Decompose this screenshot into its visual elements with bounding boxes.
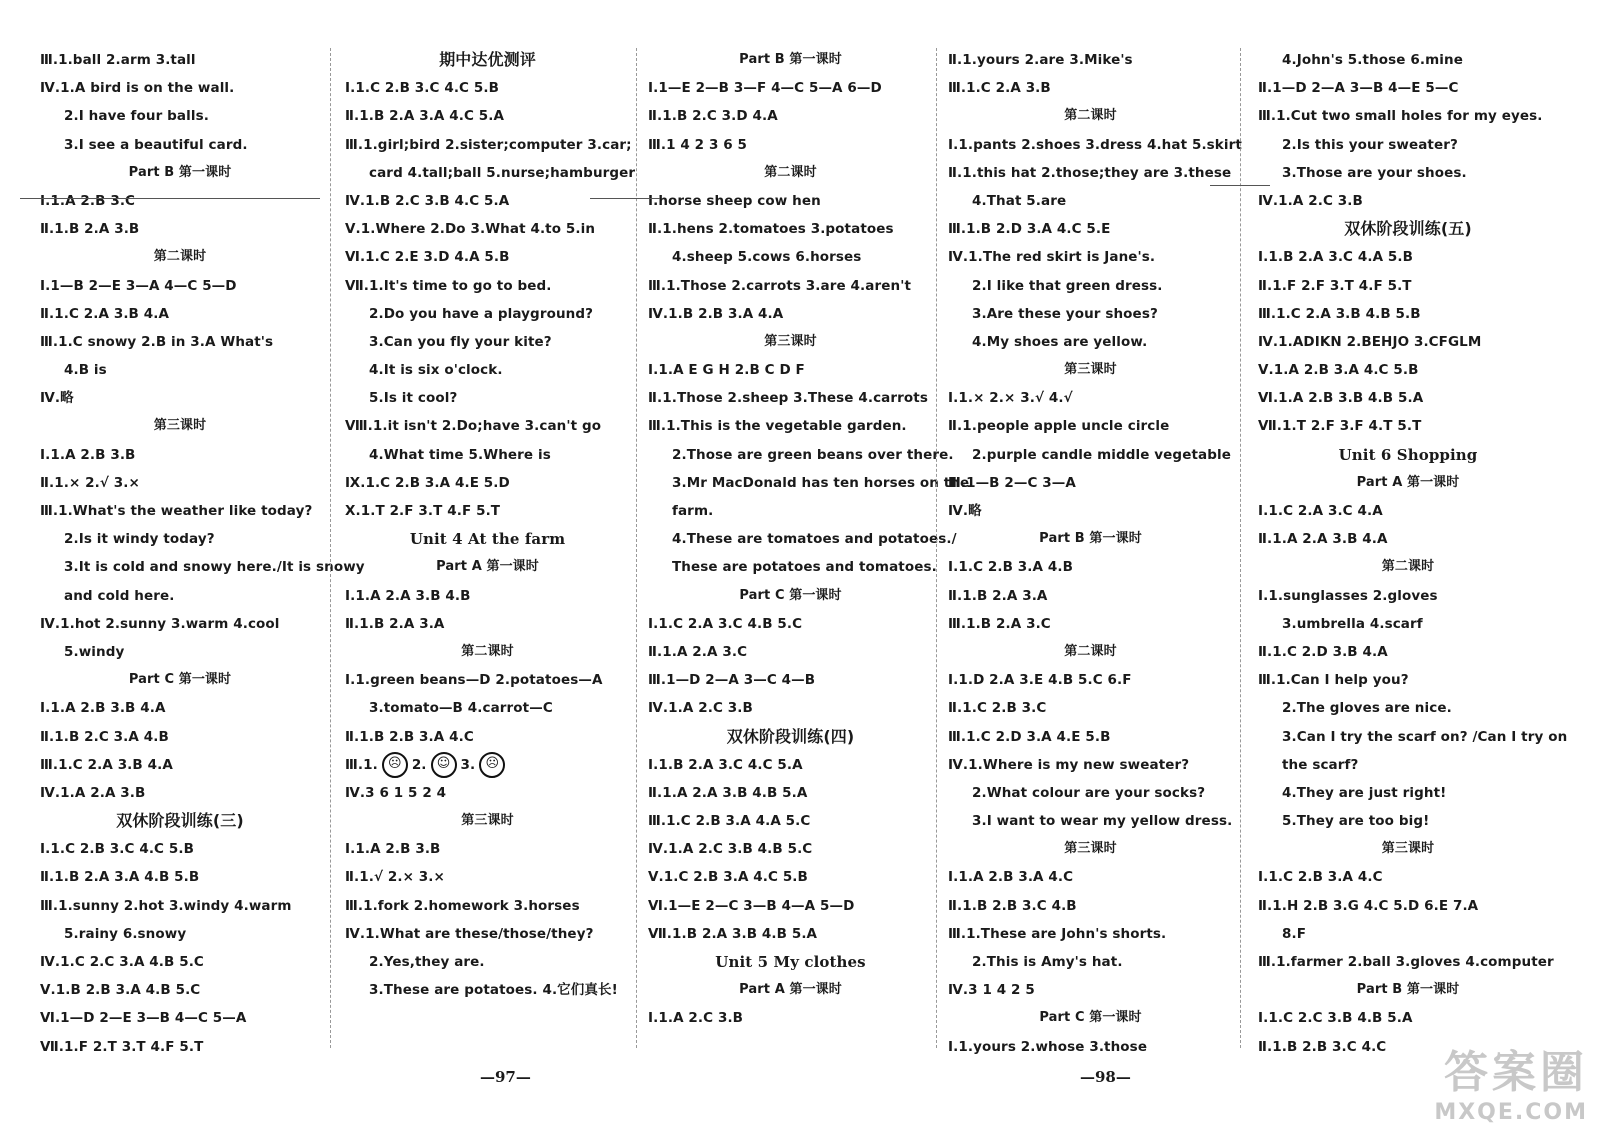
section-heading: Part C 第一课时 — [739, 587, 842, 603]
section-heading: Part B 第一课时 — [128, 164, 232, 180]
section-heading: 第三课时 — [461, 813, 514, 829]
answer-line: Ⅵ.1—D 2—E 3—B 4—C 5—A — [40, 1010, 247, 1027]
answer-line: Ⅱ.1.A 2.A 3.B 4.A — [1258, 531, 1388, 548]
answer-line: Ⅲ.1.sunny 2.hot 3.windy 4.warm — [40, 897, 292, 914]
answer-line: Ⅳ.3 6 1 5 2 4 — [345, 784, 447, 801]
answer-line: Ⅰ.1.A 2.B 3.A 4.C — [948, 869, 1074, 886]
answer-line: Ⅶ.1.T 2.F 3.F 4.T 5.T — [1258, 418, 1422, 435]
answer-line: Ⅰ.1.C 2.B 3.C 4.C 5.B — [40, 841, 194, 858]
section-heading: Part A 第一课时 — [739, 982, 842, 998]
answer-line: Ⅱ.1.B 2.B 3.C 4.C — [1258, 1038, 1387, 1055]
answer-line: 4.sheep 5.cows 6.horses — [672, 249, 862, 266]
answer-label: Ⅲ.1. — [345, 756, 378, 773]
answer-line: Ⅱ.1.B 2.A 3.A 4.B 5.B — [40, 869, 200, 886]
answer-line: Ⅱ.1.B 2.A 3.A — [948, 587, 1048, 604]
answer-line: 4.It is six o'clock. — [369, 362, 503, 379]
answer-line: Ⅰ.1.C 2.B 3.A 4.C — [1258, 869, 1383, 886]
answer-line — [345, 751, 630, 779]
answer-line: Ⅲ.1.C 2.A 3.B — [948, 80, 1051, 97]
fold-line — [1210, 185, 1270, 186]
answer-line: Ⅲ.1.Those 2.carrots 3.are 4.aren't — [648, 277, 911, 294]
answer-line: Ⅰ.1.× 2.× 3.√ 4.√ — [948, 390, 1073, 407]
answer-line: 2.Is it windy today? — [64, 531, 215, 548]
answer-line: Ⅷ.1.it isn't 2.Do;have 3.can't go — [345, 418, 602, 435]
answer-line: Ⅱ.1.this hat 2.those;they are 3.these — [948, 164, 1232, 181]
answer-line: Ⅰ.1.A 2.C 3.B — [648, 1010, 744, 1027]
answer-line: Ⅱ.1.C 2.B 3.C — [948, 700, 1047, 717]
section-heading: 第三课时 — [1064, 841, 1117, 857]
section-heading: 第三课时 — [153, 418, 207, 434]
answer-line: 3.umbrella 4.scarf — [1282, 615, 1423, 632]
answer-line: These are potatoes and tomatoes. — [672, 559, 937, 576]
answer-line: Ⅰ.1.A 2.B 3.C — [40, 192, 136, 209]
column-divider — [936, 48, 937, 1048]
column-divider — [330, 48, 331, 1048]
answer-line: 5.windy — [64, 643, 125, 660]
answer-line: Ⅳ.1.C 2.C 3.A 4.B 5.C — [40, 954, 204, 970]
section-heading: Part A 第一课时 — [1356, 474, 1460, 490]
sad-face-icon: ☹ — [382, 752, 408, 778]
answer-line: Ⅳ.1.A 2.C 3.B 4.B 5.C — [648, 841, 813, 858]
section-heading: Unit 5 My clothes — [715, 953, 866, 971]
answer-line: Ⅱ.1.Those 2.sheep 3.These 4.carrots — [648, 390, 928, 407]
answer-line: 2.Do you have a playground? — [369, 305, 594, 322]
section-heading: Part C 第一课时 — [1039, 1010, 1142, 1026]
answer-line: Ⅲ.1.These are John's shorts. — [948, 925, 1167, 942]
answer-line: Ⅲ.1.C 2.D 3.A 4.E 5.B — [948, 728, 1111, 745]
answer-line: Ⅹ.1.T 2.F 3.T 4.F 5.T — [345, 503, 501, 519]
answer-line: 3.These are potatoes. 4.它们真长! — [369, 982, 618, 999]
answer-line: Ⅰ.1.A 2.B 3.B — [345, 841, 441, 858]
answer-line: Ⅱ.1.F 2.F 3.T 4.F 5.T — [1258, 277, 1412, 294]
answer-line: Ⅵ.1.C 2.E 3.D 4.A 5.B — [345, 249, 510, 266]
answer-line: card 4.tall;ball 5.nurse;hamburger — [369, 164, 636, 181]
answer-line: Ⅸ.1.C 2.B 3.A 4.E 5.D — [345, 474, 510, 491]
answer-line: 5.Is it cool? — [369, 390, 458, 407]
page-number-left: —97— — [480, 1068, 531, 1086]
answer-line: Ⅱ.1.B 2.B 3.A 4.C — [345, 728, 474, 745]
answer-line: Ⅴ.1.Where 2.Do 3.What 4.to 5.in — [345, 221, 596, 238]
answer-line: Ⅲ.1.girl;bird 2.sister;computer 3.car; — [345, 136, 632, 153]
answer-line: Ⅶ.1.B 2.A 3.B 4.B 5.A — [648, 925, 818, 942]
answer-line: Ⅳ.1.B 2.C 3.B 4.C 5.A — [345, 192, 510, 209]
answer-line: Ⅰ.1.B 2.A 3.C 4.C 5.A — [648, 756, 803, 773]
face-number: 2. — [411, 756, 427, 773]
answer-line: 2.This is Amy's hat. — [972, 954, 1123, 970]
answer-line: 3.tomato—B 4.carrot—C — [369, 700, 553, 717]
answer-line: Ⅱ.1.A 2.A 3.B 4.B 5.A — [648, 784, 808, 801]
section-heading: 第二课时 — [764, 164, 817, 180]
answer-line: Ⅰ.1.pants 2.shoes 3.dress 4.hat 5.skirt — [948, 136, 1242, 153]
answer-line: Ⅰ.1.green beans—D 2.potatoes—A — [345, 672, 603, 689]
answer-line: 4.What time 5.Where is — [369, 446, 551, 463]
answer-line: farm. — [672, 503, 714, 519]
answer-line: Ⅳ.1.A 2.A 3.B — [40, 784, 146, 801]
answer-line: Ⅶ.1.It's time to go to bed. — [345, 277, 552, 294]
answer-line: Ⅳ.略 — [948, 503, 982, 519]
answer-line: Ⅱ.1.B 2.B 3.C 4.B — [948, 897, 1077, 914]
answer-line: Ⅰ.1.C 2.A 3.C 4.B 5.C — [648, 615, 803, 632]
section-heading: 第二课时 — [153, 249, 207, 265]
watermark-title: 答案圈 — [1444, 1047, 1588, 1098]
fold-line — [20, 198, 320, 199]
answer-line: Ⅰ.1.D 2.A 3.E 4.B 5.C 6.F — [948, 672, 1132, 689]
answer-line: Ⅱ.1.× 2.√ 3.× — [40, 474, 140, 491]
answer-line: Ⅲ.1.C 2.A 3.B 4.A — [40, 756, 173, 773]
answer-line: 2.purple candle middle vegetable — [972, 446, 1231, 463]
answer-line: 5.rainy 6.snowy — [64, 925, 187, 942]
answer-line: Ⅲ.1.C snowy 2.B in 3.A What's — [40, 333, 274, 350]
answer-line: Ⅴ.1.C 2.B 3.A 4.C 5.B — [648, 869, 808, 886]
answer-line: Ⅳ.3 1 4 2 5 — [948, 982, 1035, 999]
answer-line: Ⅱ.1.people apple uncle circle — [948, 418, 1170, 435]
section-heading: 第二课时 — [461, 643, 514, 659]
watermark-logo — [1434, 1036, 1588, 1125]
answer-line: 3.Are these your shoes? — [972, 305, 1158, 322]
answer-line: Ⅲ.1 4 2 3 6 5 — [648, 136, 748, 153]
section-heading: Part B 第一课时 — [739, 52, 842, 67]
answer-line: Ⅱ.1.C 2.D 3.B 4.A — [1258, 643, 1388, 660]
answer-line: Ⅲ.1.C 2.B 3.A 4.A 5.C — [648, 813, 811, 830]
section-heading: 期中达优测评 — [439, 50, 536, 69]
section-heading: Part B 第一课时 — [1356, 982, 1460, 998]
section-heading: 双休阶段训练(五) — [1344, 219, 1472, 239]
answer-line: 3.Those are your shoes. — [1282, 164, 1467, 181]
answer-line: Ⅲ.1.farmer 2.ball 3.gloves 4.computer — [1258, 954, 1554, 970]
answer-line: Ⅳ.1.hot 2.sunny 3.warm 4.cool — [40, 615, 280, 632]
answer-line: 3.I see a beautiful card. — [64, 136, 248, 153]
sad-face-icon: ☹ — [479, 752, 505, 778]
answer-line: Ⅲ.1.fork 2.homework 3.horses — [345, 897, 580, 914]
answer-line: 4.My shoes are yellow. — [972, 333, 1148, 350]
answer-line: Ⅰ.1.A 2.A 3.B 4.B — [345, 587, 471, 604]
answer-line: 2.Is this your sweater? — [1282, 136, 1458, 153]
answer-line: 2.Those are green beans over there. — [672, 446, 954, 463]
answer-line: Ⅳ.1.What are these/those/they? — [345, 925, 594, 942]
section-heading: Unit 6 Shopping — [1338, 445, 1478, 464]
answer-line: 2.I like that green dress. — [972, 277, 1163, 294]
answer-line: Ⅰ.1.yours 2.whose 3.those — [948, 1038, 1148, 1055]
answer-line: Ⅰ.1.A E G H 2.B C D F — [648, 362, 805, 379]
answer-line: Ⅲ.1.B 2.D 3.A 4.C 5.E — [948, 221, 1111, 238]
answer-line: Ⅴ.1.A 2.B 3.A 4.C 5.B — [1258, 362, 1419, 379]
answer-line: Ⅳ.1.B 2.B 3.A 4.A — [648, 305, 784, 322]
answer-line: 3.Mr MacDonald has ten horses on the — [672, 474, 970, 491]
page-number-right: —98— — [1080, 1068, 1131, 1086]
answer-line: Ⅰ.1.C 2.B 3.C 4.C 5.B — [345, 80, 499, 97]
answer-line: Ⅳ.略 — [40, 390, 74, 407]
answer-line: Ⅰ.1.C 2.A 3.C 4.A — [1258, 503, 1383, 519]
section-heading: Part C 第一课时 — [128, 672, 232, 688]
answer-line: Ⅰ.1.C 2.B 3.A 4.B — [948, 559, 1073, 576]
answer-line: 4.These are tomatoes and potatoes./ — [672, 531, 957, 548]
section-heading: 第二课时 — [1064, 643, 1117, 659]
answer-line: 2.Yes,they are. — [369, 954, 485, 970]
section-heading: 第三课时 — [1381, 841, 1435, 857]
answer-line: Ⅱ.1.hens 2.tomatoes 3.potatoes — [648, 221, 894, 238]
answer-line: Ⅱ.1.C 2.A 3.B 4.A — [40, 305, 170, 322]
answer-line: Ⅱ.1.√ 2.× 3.× — [345, 869, 445, 886]
answer-line: Ⅱ.1.B 2.C 3.D 4.A — [648, 108, 778, 125]
answer-line: Ⅲ.1.B 2.A 3.C — [948, 615, 1051, 632]
answer-line: Ⅱ.1.B 2.C 3.A 4.B — [40, 728, 169, 745]
answer-line: Ⅱ.1.H 2.B 3.G 4.C 5.D 6.E 7.A — [1258, 897, 1479, 914]
answer-line: Ⅱ.1—D 2—A 3—B 4—E 5—C — [1258, 80, 1459, 97]
section-heading: Unit 4 At the farm — [409, 530, 566, 549]
answer-line: 2.The gloves are nice. — [1282, 700, 1452, 717]
answer-line: the scarf? — [1282, 756, 1359, 773]
fold-line — [590, 198, 660, 199]
answer-line: Ⅲ.1—B 2—C 3—A — [948, 474, 1076, 491]
section-heading: 第三课时 — [764, 333, 817, 349]
section-heading: 双休阶段训练(三) — [116, 811, 244, 831]
answer-line: 3.It is cold and snowy here./It is snowy — [64, 559, 365, 576]
answer-line: Ⅳ.1.Where is my new sweater? — [948, 756, 1190, 773]
answer-line: Ⅲ.1.What's the weather like today? — [40, 503, 313, 519]
column-divider — [1240, 48, 1241, 1048]
answer-line: Ⅰ.1—E 2—B 3—F 4—C 5—A 6—D — [648, 80, 882, 97]
answer-line: Ⅲ.1.ball 2.arm 3.tall — [40, 52, 196, 68]
watermark-url: MXQE.COM — [1434, 1100, 1588, 1125]
answer-line: Ⅰ.1.A 2.B 3.B 4.A — [40, 700, 166, 717]
answer-line: Ⅳ.1.A 2.C 3.B — [1258, 192, 1363, 209]
answer-line: 5.They are too big! — [1282, 813, 1430, 830]
answer-line: Ⅲ.1.This is the vegetable garden. — [648, 418, 907, 435]
answer-line: 4.That 5.are — [972, 192, 1067, 209]
answer-line: and cold here. — [64, 587, 175, 604]
answer-line: 4.They are just right! — [1282, 784, 1447, 801]
answer-line: 4.B is — [64, 362, 107, 379]
column-4 — [948, 46, 1242, 1061]
column-2 — [345, 46, 636, 1004]
answer-line: Ⅰ.horse sheep cow hen — [648, 192, 821, 209]
answer-line: Ⅱ.1.A 2.A 3.C — [648, 643, 748, 660]
answer-line: 3.Can you fly your kite? — [369, 333, 552, 350]
answer-line: 4.John's 5.those 6.mine — [1282, 52, 1463, 68]
answer-line: Ⅳ.1.A 2.C 3.B — [648, 700, 753, 717]
answer-line: Ⅲ.1.Can I help you? — [1258, 672, 1409, 689]
answer-line: Ⅵ.1—E 2—C 3—B 4—A 5—D — [648, 897, 855, 914]
answer-line: Ⅶ.1.F 2.T 3.T 4.F 5.T — [40, 1038, 204, 1055]
answer-line: 2.I have four balls. — [64, 108, 209, 125]
section-heading: Part A 第一课时 — [436, 559, 539, 575]
answer-line: Ⅴ.1.B 2.B 3.A 4.B 5.C — [40, 982, 201, 999]
section-heading: 第二课时 — [1064, 108, 1117, 124]
answer-line: 3.I want to wear my yellow dress. — [972, 813, 1233, 830]
answer-line: Ⅱ.1.B 2.A 3.A — [345, 615, 445, 632]
answer-line: Ⅰ.1.B 2.A 3.C 4.A 5.B — [1258, 249, 1414, 266]
section-heading: Part B 第一课时 — [1039, 531, 1142, 547]
section-heading: 双休阶段训练(四) — [726, 726, 855, 746]
answer-line: Ⅱ.1.B 2.A 3.B — [40, 221, 140, 238]
happy-face-icon: ☺ — [431, 752, 457, 778]
answer-line: Ⅰ.1.sunglasses 2.gloves — [1258, 587, 1438, 604]
answer-line: Ⅲ.1.C 2.A 3.B 4.B 5.B — [1258, 305, 1421, 322]
answer-line: Ⅳ.1.A bird is on the wall. — [40, 80, 235, 97]
answer-line: Ⅱ.1.B 2.A 3.A 4.C 5.A — [345, 108, 505, 125]
section-heading: 第二课时 — [1381, 559, 1435, 575]
face-number: 3. — [460, 756, 476, 773]
answer-line: Ⅱ.1.yours 2.are 3.Mike's — [948, 52, 1133, 68]
answer-line: Ⅰ.1.A 2.B 3.B — [40, 446, 136, 463]
answer-line: Ⅰ.1.C 2.C 3.B 4.B 5.A — [1258, 1010, 1413, 1027]
answer-line: 2.What colour are your socks? — [972, 784, 1206, 801]
answer-line: Ⅳ.1.ADIKN 2.BEHJO 3.CFGLM — [1258, 333, 1482, 350]
answer-line: 3.Can I try the scarf on? /Can I try on — [1282, 728, 1568, 745]
column-5 — [1258, 46, 1568, 1061]
answer-line: Ⅵ.1.A 2.B 3.B 4.B 5.A — [1258, 390, 1424, 407]
answer-line: Ⅲ.1—D 2—A 3—C 4—B — [648, 672, 816, 689]
answer-line: Ⅰ.1—B 2—E 3—A 4—C 5—D — [40, 277, 237, 294]
section-heading: 第三课时 — [1064, 362, 1117, 378]
answer-line: Ⅳ.1.The red skirt is Jane's. — [948, 249, 1156, 266]
answer-line: Ⅲ.1.Cut two small holes for my eyes. — [1258, 108, 1543, 125]
answer-line: 8.F — [1282, 925, 1307, 942]
